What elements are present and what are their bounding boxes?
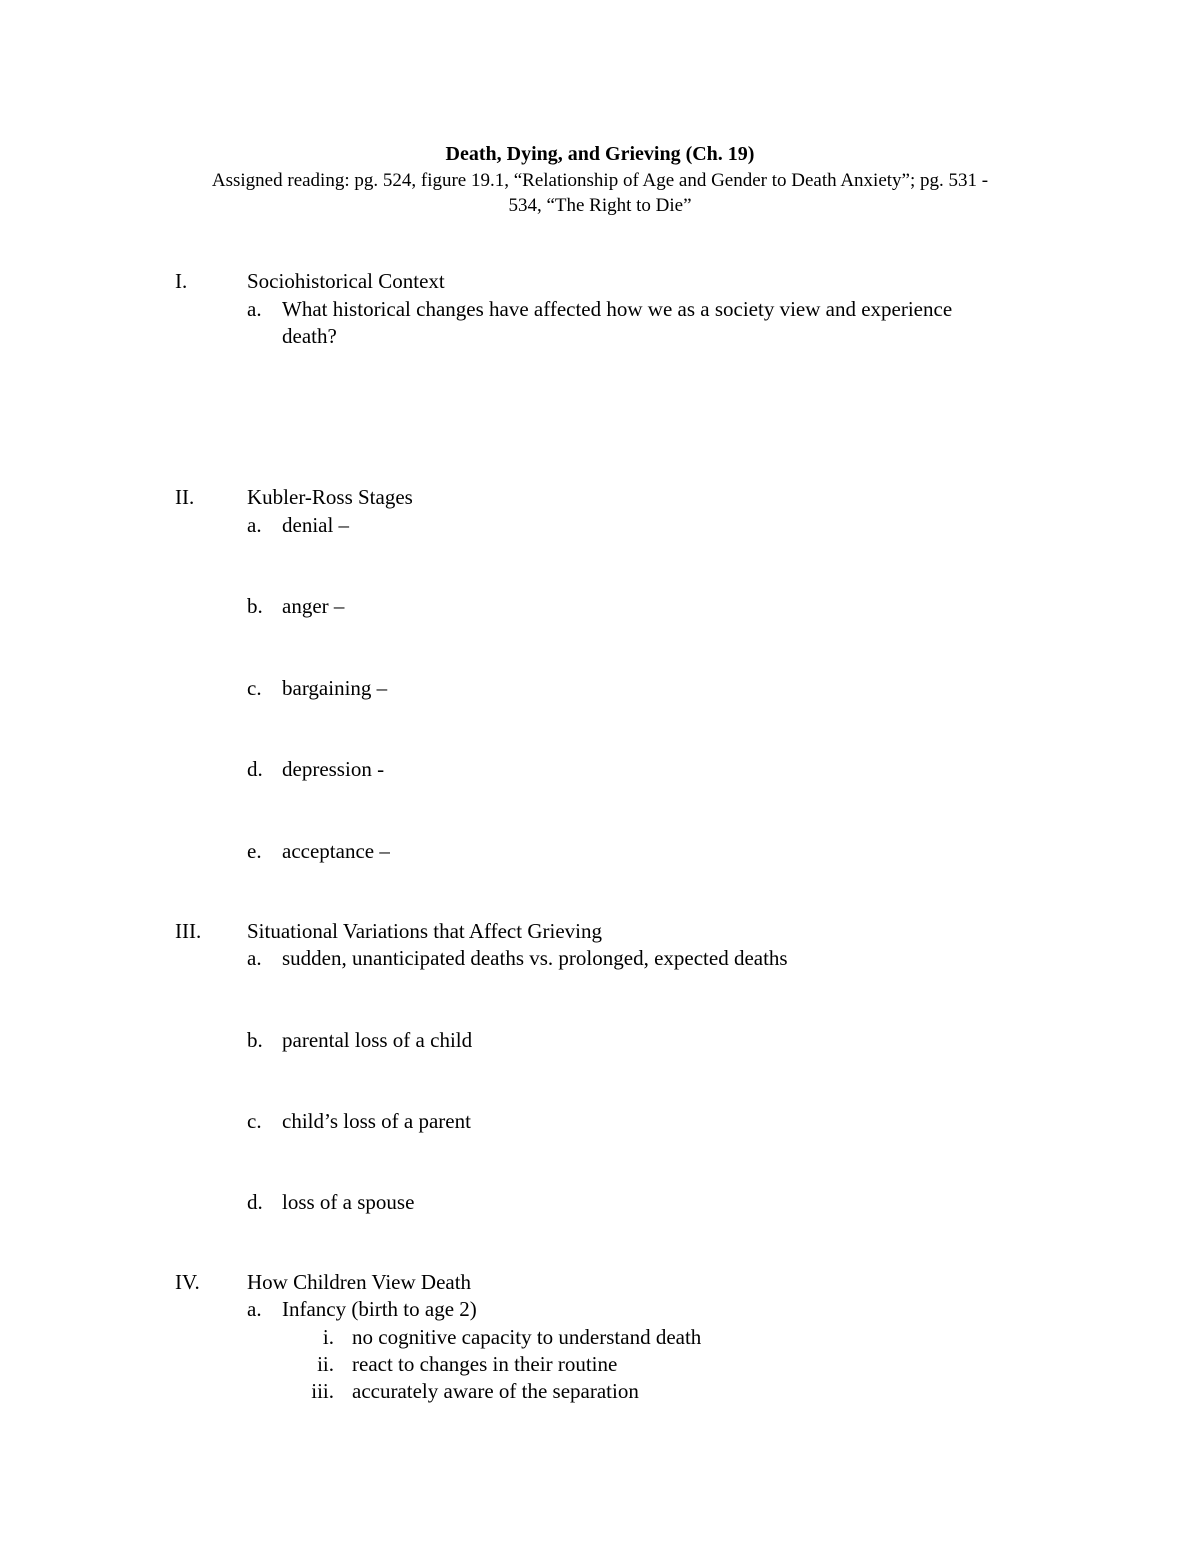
sub-item-text: accurately aware of the separation	[352, 1379, 639, 1403]
list-item-text: Infancy (birth to age 2)	[282, 1297, 477, 1321]
sub-item-marker: i.	[322, 1325, 334, 1349]
list-item-text-continued: death?	[282, 324, 337, 348]
list-item-marker: d.	[247, 1190, 263, 1214]
section-numeral: III.	[175, 919, 202, 943]
section-numeral: II.	[175, 485, 195, 509]
section-heading: Situational Variations that Affect Grieving	[247, 919, 602, 943]
list-item-text: anger –	[282, 594, 345, 618]
sub-item-marker: ii.	[317, 1352, 334, 1376]
list-item-marker: a.	[247, 513, 262, 537]
list-item-text: sudden, unanticipated deaths vs. prolonged, expected deaths	[282, 946, 788, 970]
section-numeral: I.	[175, 269, 188, 293]
list-item-text: child’s loss of a parent	[282, 1109, 471, 1133]
list-item-marker: c.	[247, 1109, 262, 1133]
list-item-marker: a.	[247, 1297, 262, 1321]
list-item-text: bargaining –	[282, 676, 388, 700]
list-item-marker: d.	[247, 757, 263, 781]
list-item-text: depression -	[282, 757, 385, 781]
section-numeral: IV.	[175, 1270, 200, 1294]
sub-item-marker: iii.	[311, 1379, 334, 1403]
list-item-marker: b.	[247, 1028, 263, 1052]
list-item-marker: b.	[247, 594, 263, 618]
sub-item-text: react to changes in their routine	[352, 1352, 618, 1376]
assigned-reading-line-2: 534, “The Right to Die”	[508, 195, 692, 216]
section-heading: Kubler-Ross Stages	[247, 485, 413, 509]
list-item-marker: e.	[247, 839, 262, 863]
page-title: Death, Dying, and Grieving (Ch. 19)	[445, 143, 755, 165]
list-item-text: parental loss of a child	[282, 1028, 473, 1052]
list-item-text: acceptance –	[282, 839, 390, 863]
list-item-marker: a.	[247, 946, 262, 970]
list-item-marker: a.	[247, 297, 262, 321]
list-item-text: loss of a spouse	[282, 1190, 415, 1214]
list-item-marker: c.	[247, 676, 262, 700]
list-item-text: denial –	[282, 513, 350, 537]
assigned-reading-line-1: Assigned reading: pg. 524, figure 19.1, “Relationship of Age and Gender to Death Anxiety”; pg. 531 -	[211, 170, 989, 191]
list-item-text: What historical changes have affected how we as a society view and experience	[282, 297, 953, 321]
sub-item-text: no cognitive capacity to understand death	[352, 1325, 702, 1349]
section-heading: Sociohistorical Context	[247, 269, 445, 293]
section-heading: How Children View Death	[247, 1270, 472, 1294]
